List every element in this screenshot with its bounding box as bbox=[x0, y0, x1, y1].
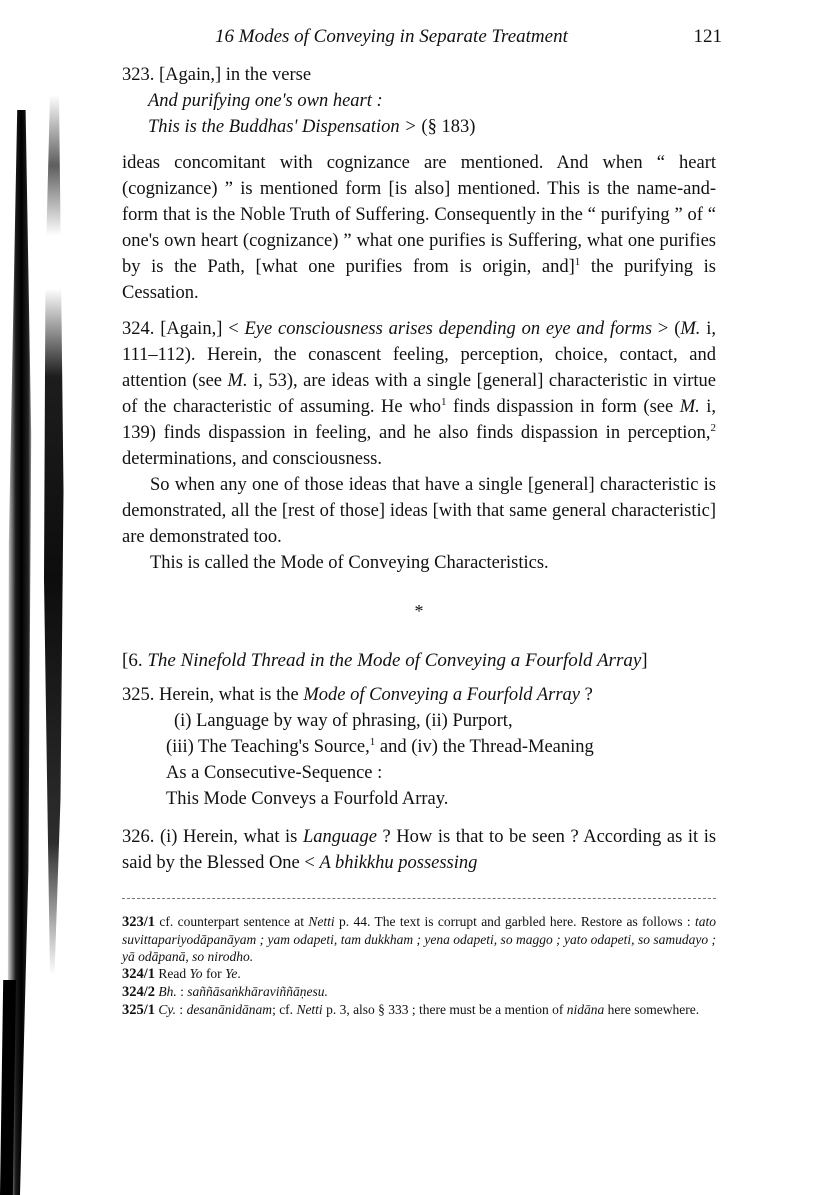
paragraph-text: [Again,] in the verse bbox=[159, 65, 312, 85]
source-abbrev: M. bbox=[680, 319, 701, 339]
paragraph-323-body bbox=[122, 150, 716, 306]
footnote-324-2: 324/2 Bh. : saññāsaṅkhāraviññāṇesu. bbox=[122, 984, 328, 1000]
section-separator: * bbox=[414, 601, 424, 621]
footnote-marker[interactable]: 1 bbox=[369, 735, 376, 748]
paragraph-text: i, 111–112). Herein, the conascent feeling, perception, choice, contact, and attention (see bbox=[122, 319, 716, 391]
pali-text: desanānidānam bbox=[186, 1002, 273, 1017]
verse-line: This is the Buddhas' Dispensation > (§ 183) bbox=[148, 117, 476, 137]
section-number: [6. bbox=[122, 650, 143, 671]
verse-quote bbox=[148, 88, 716, 140]
quotation: A bhikkhu possessing bbox=[319, 853, 478, 873]
verse-line: (i) Language by way of phrasing, (ii) Purport, bbox=[174, 711, 513, 731]
binding-shadow-strip bbox=[38, 95, 68, 975]
source-abbrev: Cy. bbox=[158, 1002, 177, 1017]
paragraph-text: ? bbox=[584, 685, 593, 705]
section-heading bbox=[122, 648, 716, 674]
paragraph-number: 323. bbox=[122, 65, 155, 85]
paragraph-text: (i) Herein, what is bbox=[159, 827, 298, 847]
verse-block bbox=[166, 708, 716, 812]
running-head-title: 16 Modes of Conveying in Separate Treatment bbox=[215, 26, 568, 47]
section-title: The Ninefold Thread in the Mode of Conveying a Fourfold Array bbox=[147, 650, 642, 671]
running-head bbox=[122, 20, 722, 50]
paragraph-number: 324. bbox=[122, 319, 155, 339]
book-page bbox=[122, 20, 722, 1019]
paragraph-324-cont: So when any one of those ideas that have a single [general] characteristic is demonstrated, all the [rest of those] ideas [with that same general characteristic] are demonstrated too. bbox=[122, 475, 716, 547]
paragraph-324-conclusion: This is called the Mode of Conveying Characteristics. bbox=[150, 553, 549, 573]
section-reference: (§ 183) bbox=[421, 117, 476, 137]
paragraph-text: Herein, what is the bbox=[159, 685, 299, 705]
paragraph-text: ( bbox=[674, 319, 681, 339]
paragraph-text: the purifying is Cessation. bbox=[122, 257, 717, 303]
paragraph-323 bbox=[122, 62, 716, 88]
paragraph-text: determinations, and consciousness. bbox=[122, 449, 382, 469]
quotation: Eye consciousness arises depending on eye and forms bbox=[244, 319, 653, 339]
paragraph-text: finds dispassion in form (see bbox=[452, 397, 674, 417]
footnote-marker[interactable]: 1 bbox=[440, 395, 447, 408]
term: Mode of Conveying a Fourfold Array bbox=[303, 685, 580, 705]
term: nidāna bbox=[566, 1002, 605, 1017]
footnote-marker[interactable]: 1 bbox=[574, 255, 581, 268]
paragraph-text: [Again,] < bbox=[160, 319, 239, 339]
source-abbrev: M. bbox=[227, 371, 248, 391]
paragraph-number: 325. bbox=[122, 685, 155, 705]
footnote-id: 324/1 bbox=[122, 966, 156, 982]
paragraph-325 bbox=[122, 682, 716, 708]
page-number: 121 bbox=[693, 26, 722, 47]
source-abbrev: Netti bbox=[308, 914, 335, 929]
source-abbrev: M. bbox=[679, 397, 700, 417]
footnote-marker[interactable]: 2 bbox=[710, 421, 716, 434]
footnote-id: 323/1 bbox=[122, 914, 156, 930]
verse-line: And purifying one's own heart : bbox=[148, 91, 383, 111]
verse-line: As a Consecutive-Sequence : bbox=[166, 763, 383, 783]
footnote-id: 325/1 bbox=[122, 1002, 156, 1018]
paragraph-text: > bbox=[657, 319, 669, 339]
source-abbrev: Netti bbox=[296, 1002, 323, 1017]
footnote-323-1: 323/1 cf. counterpart sentence at Netti p. 44. The text is corrupt and garbled here. Restore as follows : tato suvittapariyodāpanāyam ; yam odapeti, tam dukkham ; yena odapeti, so maggo ; yato odapeti, so samudayo ; yā odāpanā, so nirodho. bbox=[122, 914, 717, 964]
verse-line: (iii) The Teaching's Source,$^1$ and (iv) the Thread-Meaning bbox=[166, 735, 594, 757]
paragraph-326 bbox=[122, 824, 716, 876]
pali-text: tato suvittapariyodāpanāyam ; yam odapeti, tam dukkham ; yena odapeti, so maggo ; yato odapeti, so samudayo ; yā odāpanā, so nirodho. bbox=[122, 914, 717, 964]
footnotes bbox=[122, 913, 716, 1019]
footnote-id: 324/2 bbox=[122, 984, 156, 1000]
paragraph-text: i, 53), are ideas with a single [general] characteristic in virtue of the characteristic of assuming. He who bbox=[122, 371, 717, 417]
paragraph-text: ideas concomitant with cognizance are mentioned. And when “ heart (cognizance) ” is mentioned form [is also] mentioned. This is the name-and-form that is the Noble Truth of Suffering. Consequently in the “ purifying ” of “ one's own heart (cognizance) ” what one purifies is Suffering, what one purifies by is the Path, [what one purifies from is origin, and] bbox=[122, 153, 716, 277]
paragraph-text: i, 139) finds dispassion in feeling, and he also finds dispassion in perception, bbox=[122, 397, 716, 443]
verse-line: This Mode Conveys a Fourfold Array. bbox=[166, 789, 449, 809]
footnote-rule bbox=[122, 898, 716, 899]
footnote-325-1: 325/1 Cy. : desanānidānam; cf. Netti p. 3, also § 333 ; there must be a mention of nidāna here somewhere. bbox=[122, 1002, 700, 1018]
term: Language bbox=[302, 827, 377, 847]
paragraph-text: ? How is that to be seen ? According as it is said by the Blessed One < bbox=[122, 827, 717, 873]
paragraph-324 bbox=[122, 316, 716, 472]
source-abbrev: Bh. bbox=[158, 984, 177, 999]
scan-binding-shadow bbox=[0, 0, 70, 1195]
paragraph-number: 326. bbox=[122, 827, 155, 847]
pali-text: saññāsaṅkhāraviññāṇesu. bbox=[187, 984, 328, 999]
footnote-324-1: 324/1 Read Yo for Ye. bbox=[122, 966, 241, 982]
bracket: ] bbox=[641, 650, 648, 671]
